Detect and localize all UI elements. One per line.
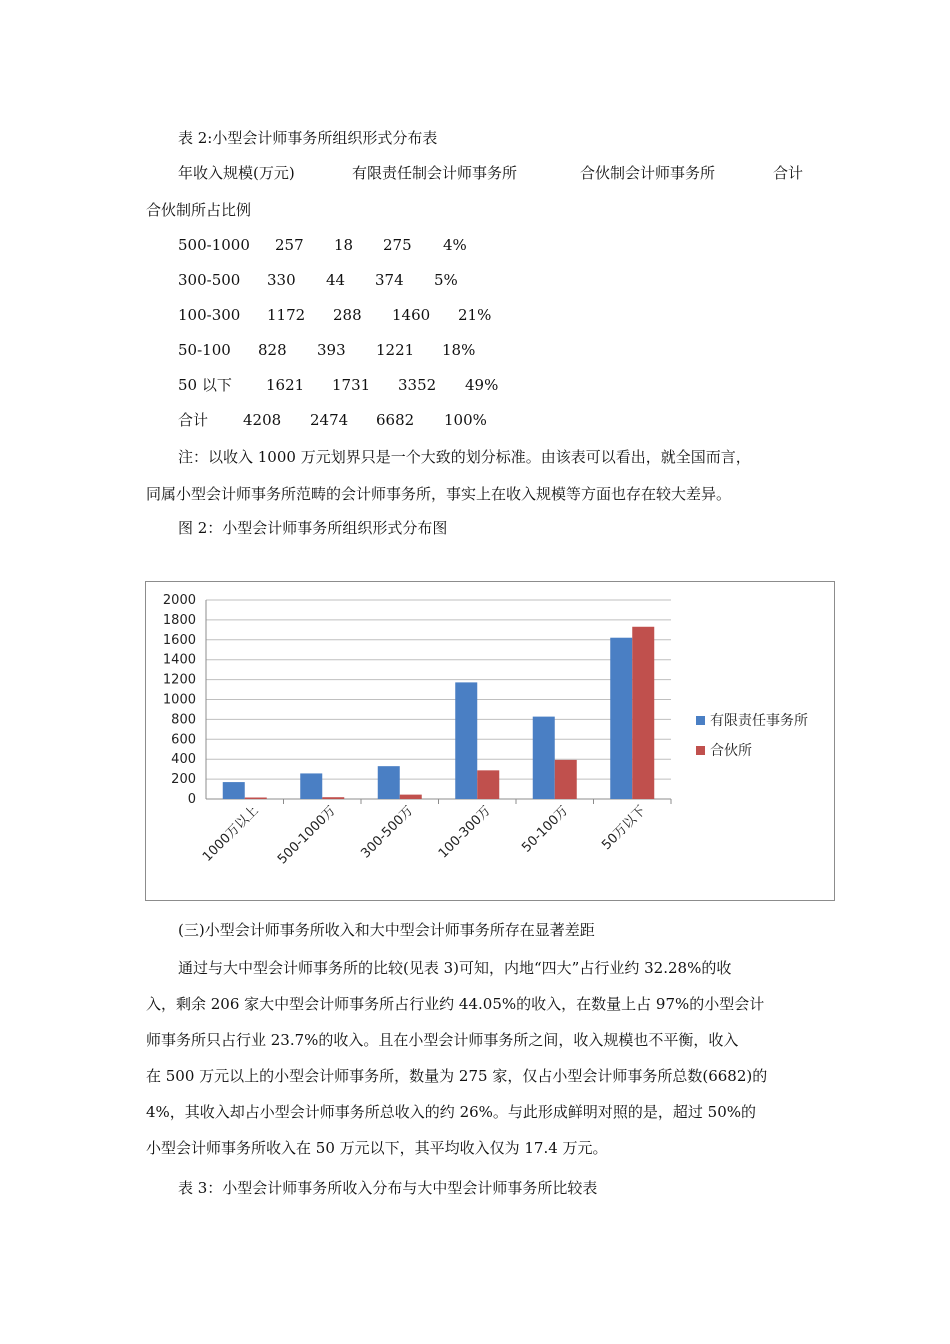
table-cell: 500-1000 bbox=[178, 236, 250, 254]
table-cell: 44 bbox=[326, 271, 346, 289]
table-cell: 50 以下 bbox=[178, 376, 232, 394]
paragraph-line: 在 500 万元以上的小型会计师事务所，数量为 275 家，仅占小型会计师事务所总数(6682)的 bbox=[146, 1067, 768, 1085]
y-tick-label: 1400 bbox=[162, 652, 196, 668]
bar-partnership bbox=[400, 795, 422, 799]
table-cell: 100% bbox=[444, 411, 487, 429]
bar-partnership bbox=[322, 797, 344, 799]
legend-swatch bbox=[696, 716, 705, 725]
table-cell: 5% bbox=[434, 271, 458, 289]
x-tick-label: 100-300万 bbox=[435, 803, 495, 862]
table-cell: 6682 bbox=[376, 411, 415, 429]
y-tick-label: 1600 bbox=[162, 632, 196, 648]
figure2-chart bbox=[145, 581, 835, 901]
y-tick-label: 200 bbox=[171, 772, 196, 788]
header-revenue-scale: 年收入规模(万元) bbox=[178, 164, 295, 182]
table-cell: 1221 bbox=[376, 341, 415, 359]
header-total: 合计 bbox=[773, 164, 804, 182]
table-cell: 288 bbox=[333, 306, 362, 324]
paragraph-line: 师事务所只占行业 23.7%的收入。且在小型会计师事务所之间，收入规模也不平衡，收入 bbox=[146, 1031, 739, 1049]
section-heading: (三)小型会计师事务所收入和大中型会计师事务所存在显著差距 bbox=[178, 921, 595, 939]
x-tick-label: 300-500万 bbox=[358, 803, 417, 862]
table-cell: 374 bbox=[375, 271, 404, 289]
paragraph-line: 入，剩余 206 家大中型会计师事务所占行业约 44.05%的收入，在数量上占 97%的小型会计 bbox=[146, 995, 765, 1013]
bar-limited bbox=[455, 682, 477, 799]
figure2-caption: 图 2：小型会计师事务所组织形式分布图 bbox=[178, 519, 448, 537]
table2-caption: 表 2:小型会计师事务所组织形式分布表 bbox=[178, 129, 438, 147]
bar-limited bbox=[610, 638, 632, 799]
y-tick-label: 1000 bbox=[162, 692, 196, 708]
x-tick-label: 500-1000万 bbox=[275, 803, 340, 868]
bar-partnership bbox=[245, 798, 267, 799]
y-tick-label: 800 bbox=[171, 712, 196, 728]
legend-label: 合伙所 bbox=[710, 743, 752, 759]
x-tick-label: 50-100万 bbox=[519, 803, 572, 856]
table-cell: 257 bbox=[275, 236, 304, 254]
y-tick-label: 0 bbox=[187, 792, 196, 807]
x-tick-label: 1000万以上 bbox=[199, 803, 262, 865]
bar-limited bbox=[378, 766, 400, 799]
bar-partnership bbox=[555, 760, 577, 799]
bar-limited bbox=[300, 773, 322, 799]
table-cell: 18% bbox=[442, 341, 476, 359]
table-cell: 330 bbox=[267, 271, 296, 289]
table-cell: 300-500 bbox=[178, 271, 241, 289]
y-tick-label: 1800 bbox=[162, 612, 196, 628]
bar-partnership bbox=[632, 627, 654, 799]
paragraph-line: 小型会计师事务所收入在 50 万元以下，其平均收入仅为 17.4 万元。 bbox=[146, 1139, 608, 1157]
table-cell: 2474 bbox=[310, 411, 349, 429]
table-cell: 1621 bbox=[266, 376, 305, 394]
table-cell: 21% bbox=[458, 306, 492, 324]
bar-partnership bbox=[477, 770, 499, 799]
table2-note-line2: 同属小型会计师事务所范畴的会计师事务所，事实上在收入规模等方面也存在较大差异。 bbox=[146, 485, 732, 503]
table-cell: 4208 bbox=[243, 411, 282, 429]
table-cell: 4% bbox=[443, 236, 467, 254]
table-cell: 1172 bbox=[267, 306, 306, 324]
header-limited-firms: 有限责任制会计师事务所 bbox=[352, 164, 518, 182]
y-tick-label: 1200 bbox=[162, 672, 196, 688]
table-cell: 275 bbox=[383, 236, 412, 254]
table-cell: 3352 bbox=[398, 376, 437, 394]
header-partnership-ratio: 合伙制所占比例 bbox=[146, 201, 252, 219]
legend-swatch bbox=[696, 746, 705, 755]
header-partnership-firms: 合伙制会计师事务所 bbox=[580, 164, 716, 182]
table-cell: 49% bbox=[465, 376, 499, 394]
y-tick-label: 400 bbox=[171, 752, 196, 768]
table-cell: 1731 bbox=[332, 376, 371, 394]
table2-note-line1: 注：以收入 1000 万元划界只是一个大致的划分标准。由该表可以看出，就全国而言， bbox=[178, 448, 751, 466]
table-cell: 50-100 bbox=[178, 341, 231, 359]
table-cell: 828 bbox=[258, 341, 287, 359]
table-cell: 合计 bbox=[178, 411, 209, 429]
y-tick-label: 600 bbox=[171, 732, 196, 748]
paragraph-line: 通过与大中型会计师事务所的比较(见表 3)可知，内地“四大”占行业约 32.28%的收 bbox=[178, 959, 732, 977]
table3-caption: 表 3：小型会计师事务所收入分布与大中型会计师事务所比较表 bbox=[178, 1179, 598, 1197]
table-cell: 18 bbox=[334, 236, 354, 254]
table-cell: 393 bbox=[317, 341, 346, 359]
legend-label: 有限责任事务所 bbox=[710, 713, 808, 729]
x-tick-label: 50万以下 bbox=[599, 803, 650, 854]
bar-limited bbox=[223, 782, 245, 799]
y-tick-label: 2000 bbox=[162, 593, 196, 608]
bar-chart-svg bbox=[146, 582, 834, 900]
table-cell: 100-300 bbox=[178, 306, 241, 324]
paragraph-line: 4%，其收入却占小型会计师事务所总收入的约 26%。与此形成鲜明对照的是，超过 50%的 bbox=[146, 1103, 757, 1121]
bar-limited bbox=[533, 717, 555, 799]
table-cell: 1460 bbox=[392, 306, 431, 324]
